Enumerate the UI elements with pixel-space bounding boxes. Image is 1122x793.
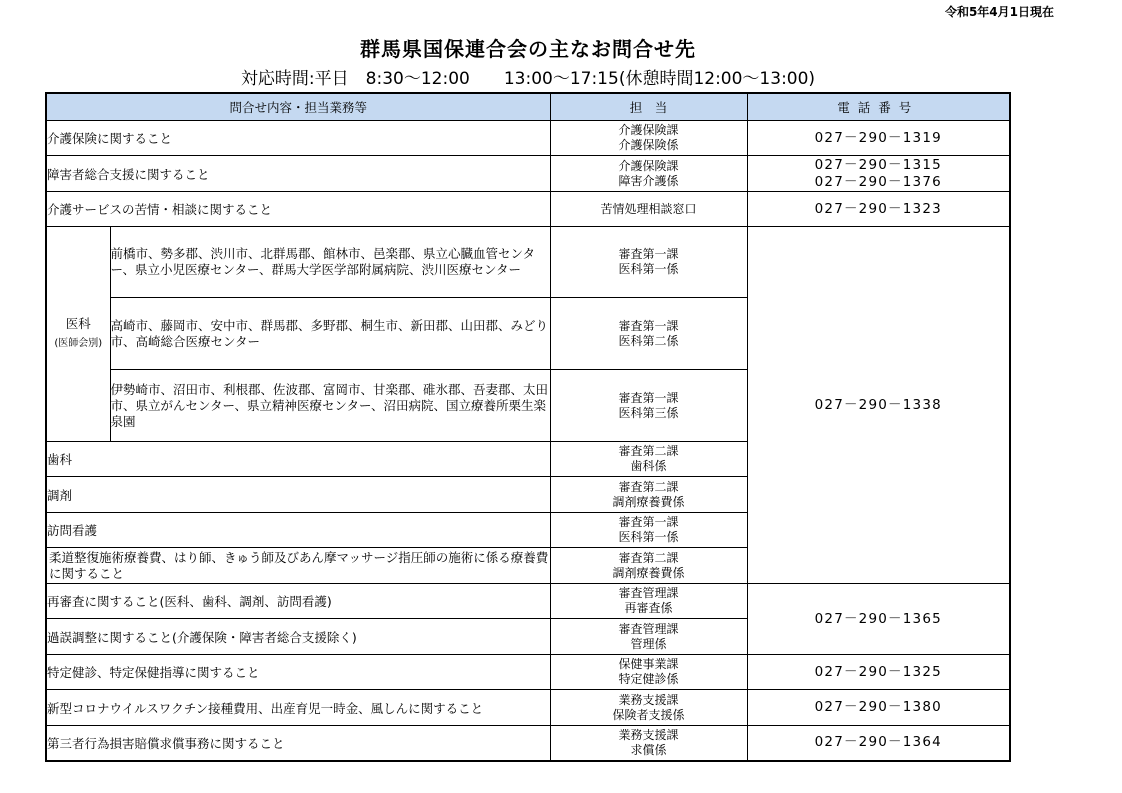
header-content: 問合せ内容・担当業務等 [46, 93, 550, 121]
row-tel: 027－290－1319 [747, 121, 1010, 156]
row-tel: 027－290－1380 [747, 690, 1010, 726]
row-dept: 審査第一課 医科第二係 [550, 298, 747, 370]
row-dept: 審査第二課 調剤療養費係 [550, 477, 747, 513]
table-row [46, 227, 1010, 298]
date-note: 令和5年4月1日現在 [944, 5, 1054, 19]
row-item: 介護保険に関すること [46, 121, 550, 156]
row-dept: 保健事業課 特定健診係 [550, 655, 747, 690]
table-row [46, 690, 1010, 726]
table-row [46, 121, 1010, 156]
row-dept: 業務支援課 求償係 [550, 726, 747, 761]
row-dept: 審査第一課 医科第一係 [550, 513, 747, 548]
row-dept: 審査管理課 再審査係 [550, 584, 747, 619]
row-dept: 苦情処理相談窓口 [550, 192, 747, 227]
row-item: 柔道整復施術療養費、はり師、きゅう師及びあん摩マッサージ指圧師の施術に係る療養費に関すること [46, 548, 550, 584]
row-dept: 業務支援課 保険者支援係 [550, 690, 747, 726]
service-hours: 対応時間:平日 8:30～12:00 13:00～17:15(休憩時間12:00～13:00) [240, 69, 816, 89]
row-item: 第三者行為損害賠償求償事務に関すること [46, 726, 550, 761]
row-tel: 027－290－1315 027－290－1376 [747, 156, 1010, 192]
category-ika: 医科 (医師会別) [46, 227, 110, 442]
header-tel: 電話番号 [747, 93, 1010, 121]
row-sub-area: 伊勢崎市、沼田市、利根郡、佐波郡、富岡市、甘楽郡、碓氷郡、吾妻郡、太田市、県立がんセンター、県立精神医療センター、沼田病院、国立療養所栗生楽泉園 [110, 370, 550, 442]
table-row [46, 655, 1010, 690]
row-item: 特定健診、特定保健指導に関すること [46, 655, 550, 690]
row-item: 介護サービスの苦情・相談に関すること [46, 192, 550, 227]
row-item: 歯科 [46, 442, 550, 477]
row-item: 新型コロナウイルスワクチン接種費用、出産育児一時金、風しんに関すること [46, 690, 550, 726]
row-item: 訪問看護 [46, 513, 550, 548]
row-tel: 027－290－1323 [747, 192, 1010, 227]
table-row [46, 726, 1010, 761]
table-row [46, 192, 1010, 227]
row-dept: 審査第二課 調剤療養費係 [550, 548, 747, 584]
row-item: 再審査に関すること(医科、歯科、調剤、訪問看護) [46, 584, 550, 619]
row-tel: 027－290－1364 [747, 726, 1010, 761]
row-tel: 027－290－1325 [747, 655, 1010, 690]
header-dept: 担 当 [550, 93, 747, 121]
contact-table [45, 92, 1011, 762]
page-title: 群馬県国保連合会の主なお問合せ先 [360, 37, 696, 61]
row-item: 調剤 [46, 477, 550, 513]
row-dept: 審査第一課 医科第一係 [550, 227, 747, 298]
row-tel-ika: 027－290－1338 [747, 227, 1010, 584]
table-header-row [46, 93, 1010, 121]
row-item: 障害者総合支援に関すること [46, 156, 550, 192]
table-row [46, 156, 1010, 192]
row-dept: 介護保険課 障害介護係 [550, 156, 747, 192]
row-dept: 介護保険課 介護保険係 [550, 121, 747, 156]
row-dept: 審査第一課 医科第三係 [550, 370, 747, 442]
row-dept: 審査第二課 歯科係 [550, 442, 747, 477]
row-dept: 審査管理課 管理係 [550, 619, 747, 655]
row-tel: 027－290－1365 [747, 584, 1010, 655]
row-sub-area: 高崎市、藤岡市、安中市、群馬郡、多野郡、桐生市、新田郡、山田郡、みどり市、高崎総合医療センター [110, 298, 550, 370]
table-row [46, 584, 1010, 619]
row-sub-area: 前橋市、勢多郡、渋川市、北群馬郡、館林市、邑楽郡、県立心臓血管センター、県立小児医療センター、群馬大学医学部附属病院、渋川医療センター [110, 227, 550, 298]
row-item: 過誤調整に関すること(介護保険・障害者総合支援除く) [46, 619, 550, 655]
